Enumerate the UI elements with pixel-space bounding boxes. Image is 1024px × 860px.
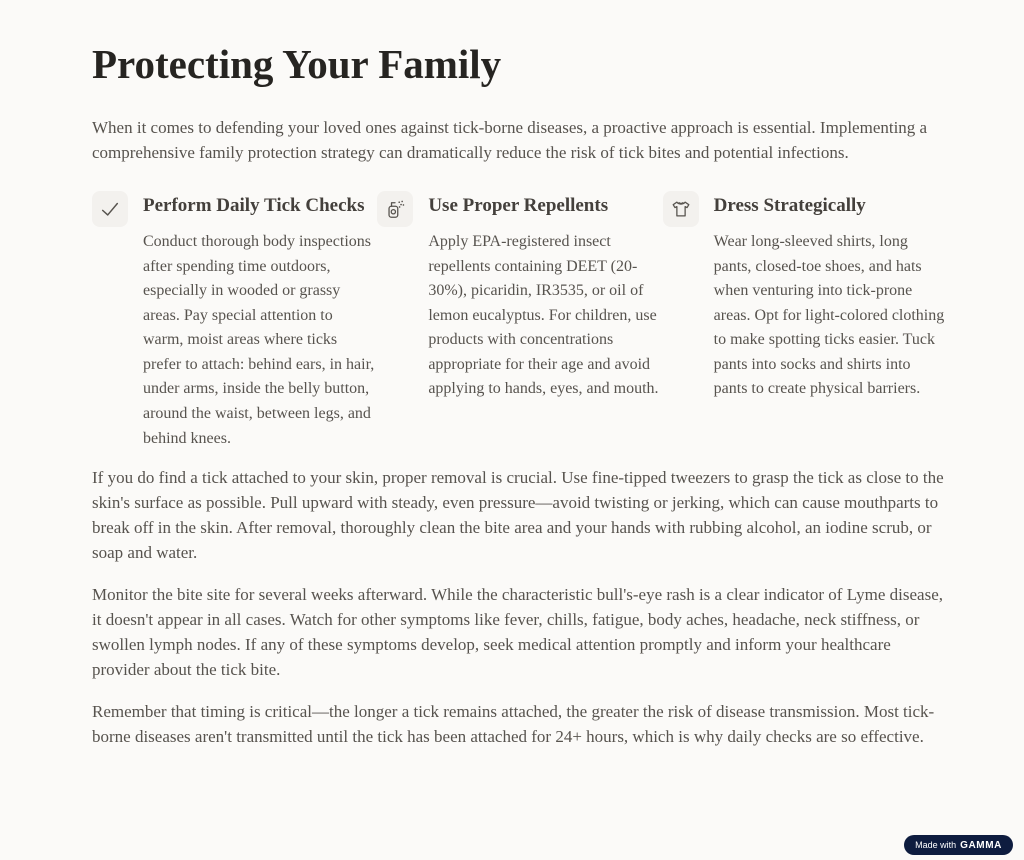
intro-paragraph: When it comes to defending your loved ones against tick-borne diseases, a proactive approach is essential. Implementing a comprehensive family protection strategy can dramatically reduce the risk of tick bites and potential infections. [92,117,928,162]
page-title: Protecting Your Family [92,41,502,87]
tip-title: Use Proper Repellents [428,194,609,216]
tips-grid [92,189,948,451]
tip-column-daily-checks [92,189,377,451]
tip-icon-box [663,191,699,227]
tip-title: Dress Strategically [713,194,866,216]
body-paragraph-timing: Remember that timing is critical—the longer a tick remains attached, the greater the risk of disease transmission. Most tick-borne diseases aren't transmitted until the tick has been attached for 24+ hours, which is why daily checks are so effective. [92,702,935,747]
tip-column-dress [663,189,948,451]
body-paragraph-monitor-site: Monitor the bite site for several weeks afterward. While the characteristic bull's-eye rash is a clear indicator of Lyme disease, it doesn't appear in all cases. Watch for other symptoms like fever, chills, fatigue, body aches, headache, neck stiffness, or swollen lymph nodes. If any of these symptoms develop, seek medical attention promptly and inform your healthcare provider about the tick bite. [92,585,943,680]
tip-title: Perform Daily Tick Checks [143,194,365,216]
tip-body: Conduct thorough body inspections after spending time outdoors, especially in wooded or grassy areas. Pay special attention to warm, moist areas where ticks prefer to attach: behind ears, in hair, under arms, inside the belly button, around the waist, between legs, and behind knees. [143,232,375,447]
tshirt-icon [670,198,692,220]
tip-column-repellents [377,189,662,451]
gamma-badge[interactable] [904,835,1013,855]
body-paragraph-tick-removal: If you do find a tick attached to your skin, proper removal is crucial. Use fine-tipped tweezers to grasp the tick as close to the skin's surface as possible. Pull upward with steady, even pressure—avoid twisting or jerking, which can cause mouthparts to break off in the skin. After removal, thoroughly clean the bite area and your hands with rubbing alcohol, an iodine scrub, or soap and water. [92,468,944,563]
tip-body: Wear long-sleeved shirts, long pants, closed-toe shoes, and hats when venturing into tick-prone areas. Opt for light-colored clothing to make spotting ticks easier. Tuck pants into socks and shirts into pants to create physical barriers. [713,232,945,398]
spray-bottle-icon [384,198,406,220]
check-icon [99,198,121,220]
tip-icon-box [92,191,128,227]
badge-made-with-label: Made with [915,840,957,850]
tip-body: Apply EPA-registered insect repellents containing DEET (20-30%), picaridin, IR3535, or oil of lemon eucalyptus. For children, use products with concentrations appropriate for their age and avoid applying to hands, eyes, and mouth. [428,232,659,398]
tip-icon-box [377,191,413,227]
gamma-logo: GAMMA [960,839,1002,851]
